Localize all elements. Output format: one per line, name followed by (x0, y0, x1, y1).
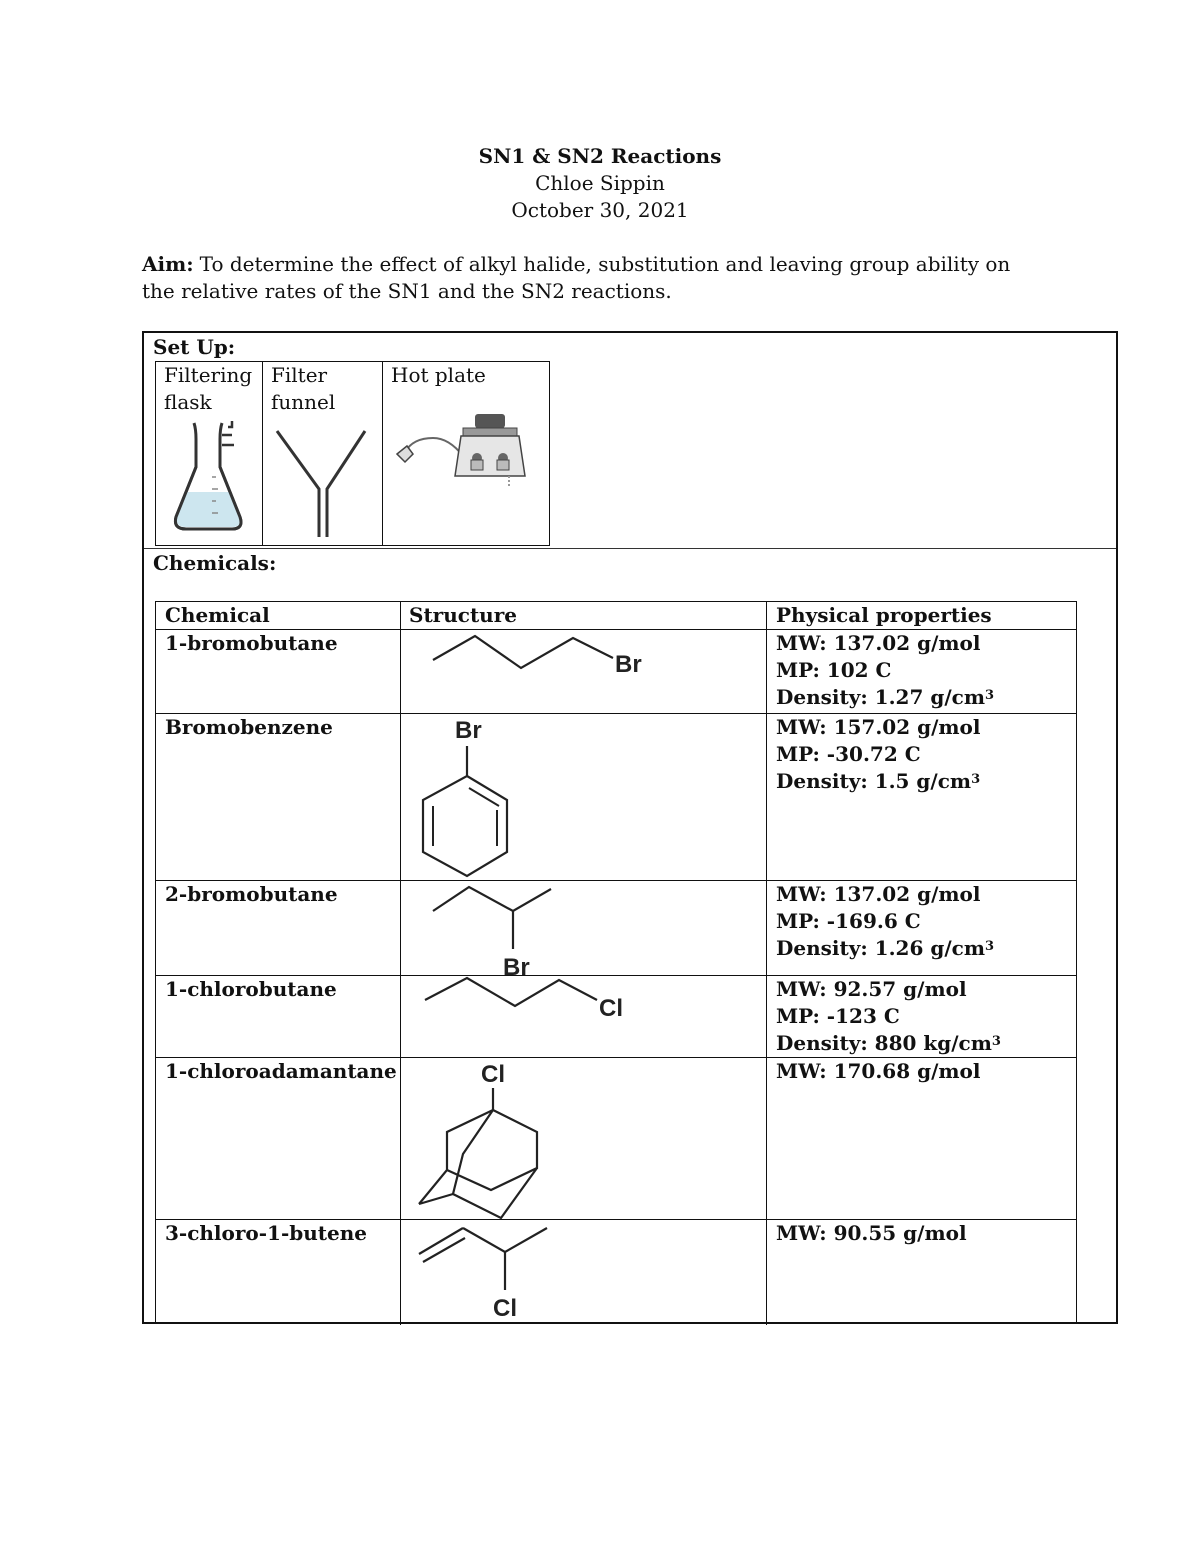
table-row (156, 975, 1076, 1057)
header-chemical: Chemical (156, 602, 401, 629)
structure-cell (401, 976, 767, 1057)
density: Density: 880 $kg/cm^3$ (776, 1031, 1001, 1055)
chemicals-table (155, 601, 1077, 1324)
aim-text: To determine the effect of alkyl halide, substitution and leaving group ability on the relative rates of the SN1 and the SN2 reactions. (142, 252, 1011, 303)
1-chloroadamantane-structure (401, 1058, 767, 1220)
bromobenzene-structure (401, 714, 767, 881)
equipment-cell-filtering-flask (156, 362, 263, 545)
molecular-weight: MW: 137.02 g/mol (776, 882, 981, 906)
header-physical-properties: Physical properties (776, 603, 992, 627)
melting-point: MP: -123 C (776, 1004, 900, 1028)
setup-chemicals-box (142, 331, 1118, 1324)
equipment-label: Filtering flask (164, 363, 253, 414)
aim-paragraph (142, 251, 1022, 305)
filter-funnel-icon (271, 427, 371, 537)
aim-label: Aim: (142, 252, 194, 276)
equipment-cell-hot-plate (383, 362, 551, 545)
physical-properties (767, 976, 1078, 1057)
structure-cell (401, 630, 767, 713)
structure-cell (401, 714, 767, 880)
physical-properties (767, 1220, 1078, 1325)
physical-properties (767, 714, 1078, 880)
structure-cell (401, 1058, 767, 1219)
chemical-name: 1-chloroadamantane (156, 1058, 401, 1219)
atom-label: Br (503, 954, 530, 976)
atom-label: Cl (481, 1061, 505, 1088)
document-date: October 30, 2021 (511, 198, 689, 222)
atom-label: Br (455, 717, 482, 744)
equipment-label: Filter funnel (271, 363, 336, 414)
1-bromobutane-structure (401, 630, 767, 714)
3-chloro-1-butene-structure (401, 1220, 767, 1326)
table-header-row (156, 602, 1076, 629)
physical-properties (767, 881, 1078, 975)
structure-cell (401, 1220, 767, 1325)
molecular-weight: MW: 170.68 g/mol (776, 1059, 981, 1083)
atom-label: Cl (493, 1295, 517, 1322)
header-structure: Structure (401, 602, 767, 629)
atom-label: Br (615, 651, 642, 678)
melting-point: MP: 102 C (776, 658, 892, 682)
filtering-flask-icon (166, 417, 256, 537)
physical-properties (767, 1058, 1078, 1219)
table-row (156, 1219, 1076, 1325)
equipment-cell-filter-funnel (263, 362, 383, 545)
density: Density: 1.27 $g/cm^3$ (776, 685, 995, 709)
molecular-weight: MW: 92.57 g/mol (776, 977, 967, 1001)
chemical-name: 1-chlorobutane (156, 976, 401, 1057)
equipment-table (155, 361, 550, 546)
atom-label: Cl (599, 995, 623, 1022)
molecular-weight: MW: 157.02 g/mol (776, 715, 981, 739)
author-name: Chloe Sippin (535, 171, 665, 195)
chemical-name: 1-bromobutane (156, 630, 401, 713)
table-row (156, 629, 1076, 713)
density: Density: 1.5 $g/cm^3$ (776, 769, 981, 793)
table-row (156, 880, 1076, 975)
setup-label: Set Up: (153, 335, 236, 359)
document-title: SN1 & SN2 Reactions (478, 144, 722, 168)
hot-plate-icon (393, 410, 533, 500)
structure-cell (401, 881, 767, 975)
density: Density: 1.26 $g/cm^3$ (776, 936, 995, 960)
chemical-name: Bromobenzene (156, 714, 401, 880)
chemical-name: 2-bromobutane (156, 881, 401, 975)
molecular-weight: MW: 90.55 g/mol (776, 1221, 967, 1245)
section-divider (144, 548, 1116, 549)
table-row (156, 713, 1076, 880)
physical-properties (767, 630, 1078, 713)
melting-point: MP: -30.72 C (776, 742, 921, 766)
melting-point: MP: -169.6 C (776, 909, 921, 933)
1-chlorobutane-structure (401, 976, 767, 1058)
2-bromobutane-structure (401, 881, 767, 976)
molecular-weight: MW: 137.02 g/mol (776, 631, 981, 655)
table-row (156, 1057, 1076, 1219)
chemicals-label: Chemicals: (153, 551, 277, 575)
equipment-label: Hot plate (391, 363, 486, 387)
chemical-name: 3-chloro-1-butene (156, 1220, 401, 1325)
